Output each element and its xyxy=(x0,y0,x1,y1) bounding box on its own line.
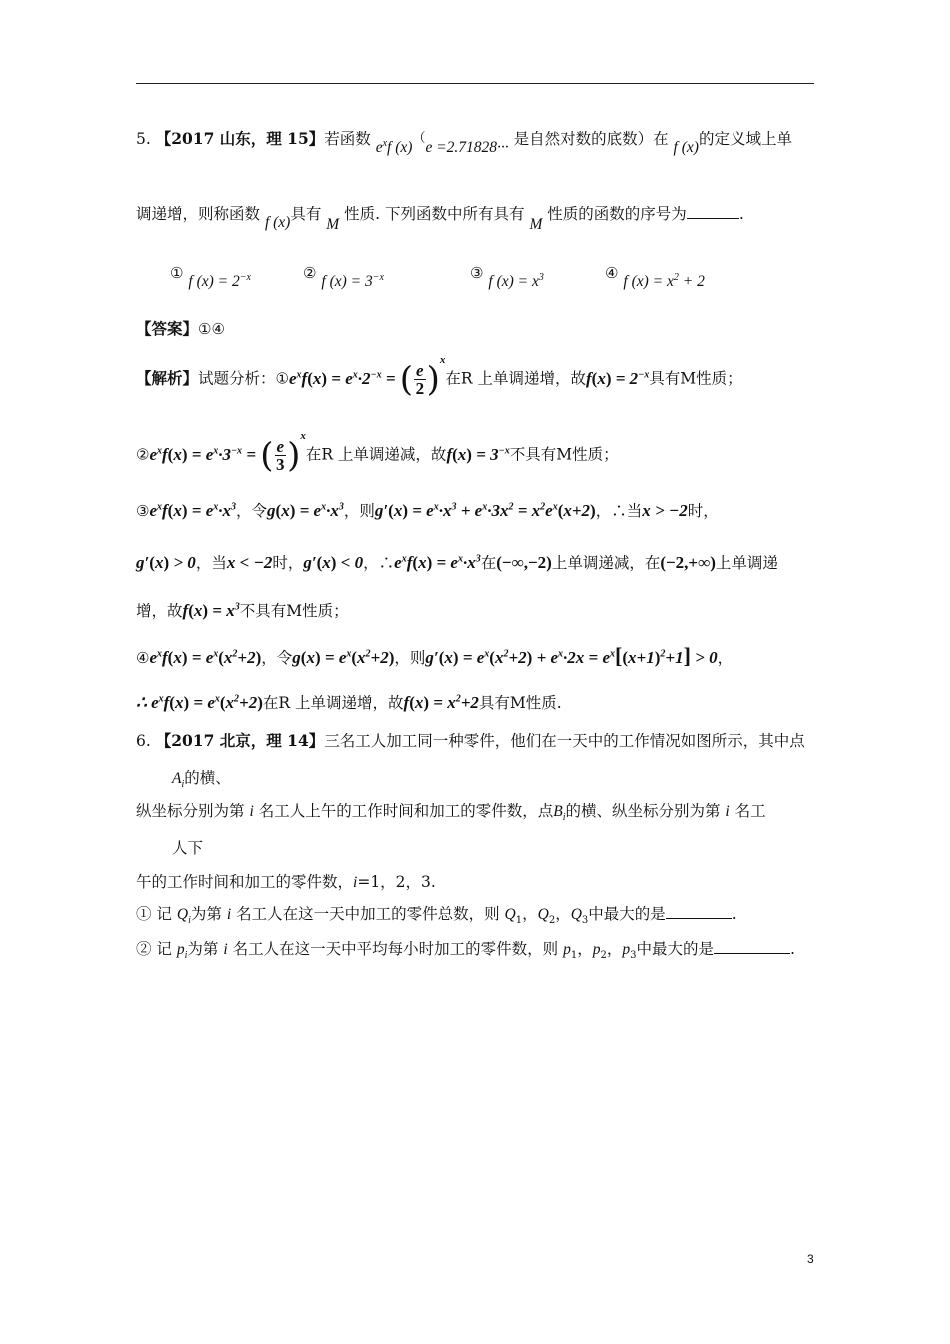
problem6-line3: 纵坐标分别为第 i 名工人上午的工作时间和加工的零件数，点$B_i$的横、纵坐标分别为第 i 名工 xyxy=(136,802,766,824)
analysis-step3a: $③e^xf(x) = e^x\cdot x^3$，令$g(x) = e^x\cdot x^3$，则$g'(x) = e^x\cdot x^3 + e^x\cdot 3x^2 = x^2e^x(x+2)$，∴当x > −2时， xyxy=(136,501,719,520)
option-3: ③ f $(x) = x^3$ xyxy=(470,264,544,290)
analysis-step2: $②e^xf(x) = e^x\cdot 3^{-x}$ = ( $\frac{e}{3}$ )$^x$在R 上单调递减，故$f(x) = 3^{-x}$不具有M性质； xyxy=(136,430,619,476)
page-number: 3 xyxy=(807,1252,814,1266)
problem-source: 【2017 山东，理 15】 xyxy=(155,129,325,148)
answer-value: ①④ xyxy=(198,320,225,338)
problem6-question2: ② 记 $p_i$为第 i 名工人在这一天中平均每小时加工的零件数，则 $p_1$，$p_2$，$p_3$中最大的是 . xyxy=(136,940,795,962)
answer-blank xyxy=(666,917,732,919)
analysis-step3b: g′(x) > 0，当x < −2时，g′(x) < 0，$\therefore e^xf(x) = e^x\cdot x^3$在(−∞,−2)上单调递减，在(−2,+∞)上单调递 xyxy=(136,553,778,572)
problem6-question1: ① 记 $Q_i$为第 i 名工人在这一天中加工的零件总数，则 $Q_1$，$Q_2$，$Q_3$中最大的是 . xyxy=(136,905,737,927)
problem6-line1: 6. 【2017 北京，理 14】三名工人加工同一种零件，他们在一天中的工作情况如图所示，其中点 xyxy=(136,731,805,750)
problem6-line2: $A_i$的横、 xyxy=(172,769,231,791)
analysis-step1: 【解析】试题分析：$①e^xf(x) = e^x\cdot 2^{-x}$ = ( $\frac{e}{2}$ )$^x$在R 上单调递增，故$f(x) = 2^{-x}$具有M性质； xyxy=(136,354,743,400)
analysis-step3c: 增，故$f(x) = x^3$不具有M性质； xyxy=(136,601,349,620)
header-rule xyxy=(136,83,814,84)
problem-source: 【2017 北京，理 14】 xyxy=(155,731,325,750)
answer-blank xyxy=(714,952,790,954)
option-4: ④ f $(x) = x^2 + 2$ xyxy=(605,264,705,290)
problem-number: 6. xyxy=(136,732,151,750)
problem6-line4: 人下 xyxy=(172,839,204,857)
problem5-line1: 5. 【2017 山东，理 15】若函数 $e^xf$ (x)（e =2.71828··· 是自然对数的底数）在 f (x)的定义域上单 xyxy=(136,129,792,156)
math-exfx: $e^xf$ (x) xyxy=(375,137,413,156)
answer-line: 【答案】①④ xyxy=(136,319,225,338)
option-2: ② f $(x) = 3^{-x}$ xyxy=(303,264,384,290)
analysis-step4a: $④e^xf(x) = e^x(x^2+2)$，令$g(x) = e^x(x^2+2)$，则$g'(x) = e^x(x^2+2) + e^x\cdot 2x = e^x[(x+1)^2+1] > 0$， xyxy=(136,643,734,668)
problem5-line2: 调递增，则称函数 f (x)具有 M 性质. 下列函数中所有具有 M 性质的函数的序号为 . xyxy=(136,205,744,233)
option-1: ① f $(x) = 2^{-x}$ xyxy=(170,264,251,290)
problem6-line5: 午的工作时间和加工的零件数，i=1，2，3. xyxy=(136,873,436,891)
analysis-step4b: ∴ $e^xf(x) = e^x(x^2+2)$在R 上单调递增，故$f(x) = x^2+2$具有M性质. xyxy=(136,693,562,712)
answer-blank xyxy=(687,217,739,219)
problem-number: 5. xyxy=(136,130,151,148)
